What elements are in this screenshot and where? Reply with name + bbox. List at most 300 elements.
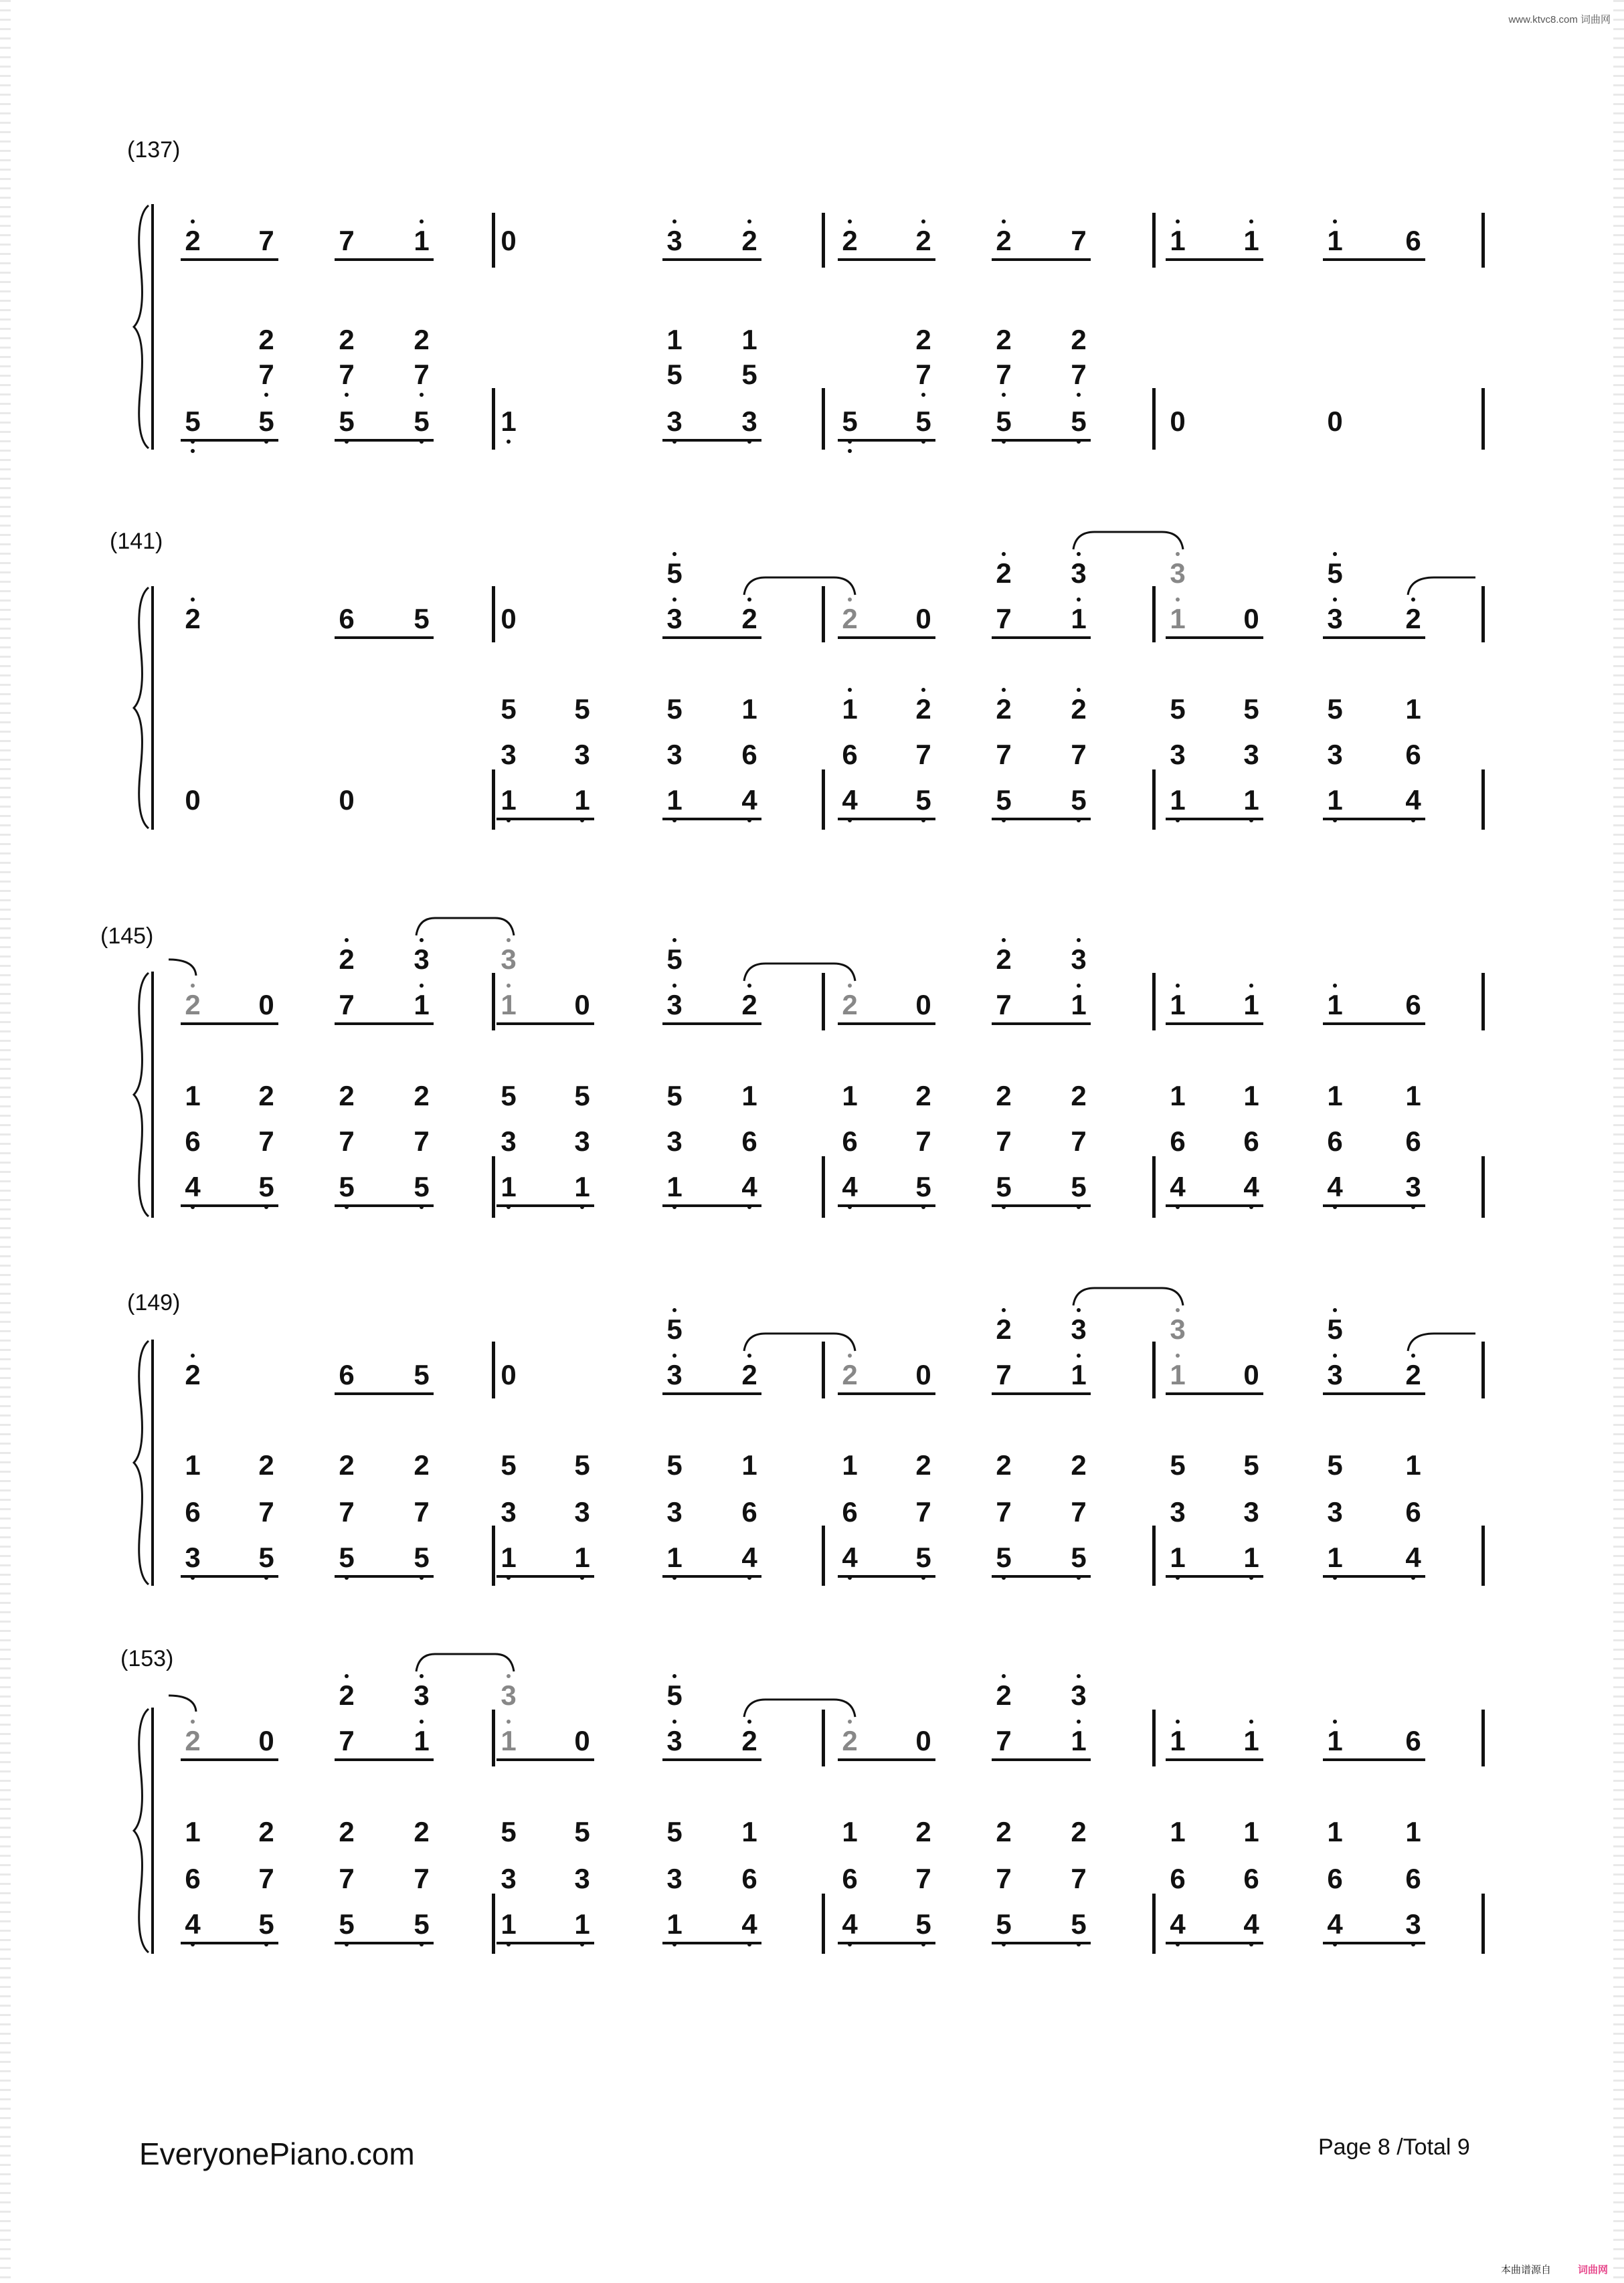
note: 1 [185, 1816, 201, 1847]
beam [1166, 1942, 1263, 1944]
note: 5 [246, 1909, 286, 1940]
note: 2 [258, 1449, 274, 1481]
dot-below [345, 393, 349, 397]
note: 2 [903, 225, 943, 256]
note: 7 [1059, 359, 1099, 390]
note: 5 [574, 1816, 590, 1847]
dot-below [1002, 393, 1006, 397]
dot-above [1333, 552, 1337, 556]
note: 3 [729, 406, 770, 437]
note: 5 [654, 1680, 695, 1711]
note: 5 [246, 1172, 286, 1202]
note: 7 [258, 1125, 274, 1157]
note: 2 [830, 1726, 870, 1756]
dot-above [1077, 1354, 1081, 1358]
note: 3 [654, 990, 695, 1020]
note: 1 [1158, 785, 1198, 816]
grand-staff-brace [131, 204, 158, 450]
dot-above [1333, 219, 1337, 223]
note: 1 [1327, 1080, 1343, 1111]
note: 3 [1158, 1314, 1198, 1345]
note: 6 [1405, 1725, 1421, 1756]
grand-staff-brace [131, 1340, 158, 1586]
note: 1 [401, 990, 442, 1020]
note: 2 [1071, 1816, 1087, 1847]
dot-above [672, 1308, 676, 1312]
beam [1166, 1758, 1263, 1761]
beam [181, 1575, 278, 1578]
dot-above [1077, 1674, 1081, 1678]
note: 1 [741, 693, 757, 725]
barline [1152, 1894, 1156, 1954]
note: 5 [246, 406, 286, 437]
note: 1 [1243, 1816, 1259, 1847]
note: 3 [654, 1726, 695, 1756]
note: 6 [1405, 1125, 1421, 1157]
note: 3 [173, 1542, 213, 1573]
note: 5 [984, 785, 1024, 816]
system-line [151, 586, 154, 830]
note: 3 [401, 1680, 442, 1711]
note: 7 [996, 1863, 1012, 1894]
dot-above [672, 1674, 676, 1678]
beam [1166, 1392, 1263, 1395]
beam [181, 1758, 278, 1761]
note: 1 [1405, 1816, 1421, 1847]
note: 0 [915, 1359, 931, 1390]
dot-above [672, 598, 676, 602]
note: 3 [1158, 558, 1198, 589]
note: 7 [327, 359, 367, 390]
note: 7 [339, 1725, 355, 1756]
note: 1 [488, 1542, 529, 1573]
dot-above [420, 938, 424, 942]
dot-above [1002, 688, 1006, 692]
note: 6 [1405, 225, 1421, 256]
note: 5 [666, 1080, 683, 1111]
note: 4 [729, 1909, 770, 1940]
note: 7 [915, 1863, 931, 1894]
note: 3 [654, 225, 695, 256]
note: 1 [1231, 990, 1271, 1020]
note: 7 [1071, 739, 1087, 770]
tie-arc [415, 917, 515, 937]
dot-below [420, 393, 424, 397]
beam [992, 1392, 1091, 1395]
beam [1323, 1392, 1425, 1395]
note: 6 [339, 603, 355, 634]
note: 3 [666, 1125, 683, 1157]
note: 5 [984, 406, 1024, 437]
beam [838, 1758, 935, 1761]
dot-above [1077, 688, 1081, 692]
barline [822, 769, 825, 830]
beam [838, 818, 935, 820]
note: 5 [574, 693, 590, 725]
note: 0 [915, 989, 931, 1020]
dot-above [1333, 598, 1337, 602]
note: 5 [414, 603, 430, 634]
note: 5 [984, 1909, 1024, 1940]
barline [1152, 1710, 1156, 1766]
note: 2 [414, 1080, 430, 1111]
note: 1 [488, 785, 529, 816]
note: 3 [488, 944, 529, 975]
note: 5 [903, 1542, 943, 1573]
note: 3 [1327, 1496, 1343, 1528]
note: 1 [741, 324, 757, 355]
beam [1166, 636, 1263, 639]
note: 2 [830, 225, 870, 256]
beam [335, 439, 434, 442]
beam [838, 1392, 935, 1395]
tie-arc [1407, 1332, 1475, 1352]
dot-above [672, 552, 676, 556]
beam [1323, 1022, 1425, 1025]
note: 3 [654, 604, 695, 634]
dot-above [420, 1720, 424, 1724]
note: 4 [1393, 1542, 1433, 1573]
note: 7 [246, 359, 286, 390]
note: 4 [1393, 785, 1433, 816]
note: 3 [1315, 604, 1355, 634]
note: 6 [1405, 739, 1421, 770]
note: 1 [842, 1449, 858, 1481]
beam [662, 636, 761, 639]
measure-number: (153) [120, 1646, 174, 1671]
note: 7 [1071, 1863, 1087, 1894]
note: 5 [1315, 1314, 1355, 1345]
dot-above [420, 219, 424, 223]
note: 1 [562, 1542, 602, 1573]
note: 1 [488, 1726, 529, 1756]
note: 6 [741, 1496, 757, 1528]
note: 2 [173, 604, 213, 634]
note: 5 [903, 785, 943, 816]
note: 2 [1393, 604, 1433, 634]
site-footer[interactable]: EveryonePiano.com [139, 2136, 415, 2171]
note: 2 [1071, 324, 1087, 355]
beam [335, 1758, 434, 1761]
note: 3 [1170, 739, 1186, 770]
note: 6 [185, 1125, 201, 1157]
note: 5 [1327, 693, 1343, 725]
note: 5 [1059, 1172, 1099, 1202]
note: 1 [1315, 1542, 1355, 1573]
note: 1 [401, 225, 442, 256]
beam [992, 439, 1091, 442]
note: 3 [1243, 1496, 1259, 1528]
note: 6 [842, 1863, 858, 1894]
note: 2 [339, 1080, 355, 1111]
barline [1152, 213, 1156, 268]
note: 5 [1059, 785, 1099, 816]
note: 1 [1231, 225, 1271, 256]
dot-below [264, 393, 268, 397]
note: 3 [574, 739, 590, 770]
note: 6 [741, 1863, 757, 1894]
dot-above [420, 984, 424, 988]
note: 7 [414, 1863, 430, 1894]
note: 4 [729, 1542, 770, 1573]
note: 5 [501, 693, 517, 725]
note: 0 [915, 603, 931, 634]
note: 0 [185, 784, 201, 816]
tie-arc [1407, 576, 1475, 596]
dot-above [747, 219, 751, 223]
dot-above [672, 1720, 676, 1724]
dot-above [848, 598, 852, 602]
note: 5 [327, 1172, 367, 1202]
note: 1 [1327, 1816, 1343, 1847]
note: 3 [574, 1125, 590, 1157]
left-margin-decoration [0, 0, 11, 2283]
beam [838, 1204, 935, 1207]
source-badge-text: 本曲谱源自 [1500, 2264, 1551, 2276]
note: 1 [1405, 1449, 1421, 1481]
note: 7 [915, 1125, 931, 1157]
dot-above [848, 1720, 852, 1724]
note: 7 [1071, 1125, 1087, 1157]
note: 3 [488, 1680, 529, 1711]
dot-above [191, 219, 195, 223]
note: 3 [501, 1125, 517, 1157]
dot-below [921, 393, 925, 397]
beam [1323, 636, 1425, 639]
note: 5 [414, 1359, 430, 1390]
note: 0 [1327, 405, 1343, 437]
note: 1 [1315, 990, 1355, 1020]
note: 1 [1170, 1816, 1186, 1847]
note: 4 [1315, 1909, 1355, 1940]
barline [822, 1156, 825, 1218]
note: 5 [903, 1909, 943, 1940]
note: 7 [996, 1125, 1012, 1157]
note: 1 [741, 1449, 757, 1481]
measure-number: (145) [100, 923, 154, 949]
barline [1152, 1156, 1156, 1218]
dot-above [420, 1674, 424, 1678]
note: 3 [654, 1360, 695, 1390]
dot-above [1249, 1720, 1253, 1724]
note: 5 [654, 558, 695, 589]
note: 6 [1405, 1863, 1421, 1894]
note: 1 [562, 785, 602, 816]
note: 6 [1405, 1496, 1421, 1528]
note: 7 [996, 1725, 1012, 1756]
beam [335, 258, 434, 261]
note: 1 [1158, 1360, 1198, 1390]
dot-above [1411, 598, 1415, 602]
beam [662, 1758, 761, 1761]
note: 1 [488, 406, 529, 437]
note: 5 [501, 1449, 517, 1481]
note: 1 [488, 1172, 529, 1202]
note: 0 [501, 1359, 517, 1390]
barline [1481, 388, 1485, 450]
note: 4 [173, 1172, 213, 1202]
system-line [151, 1708, 154, 1954]
dot-above [1249, 219, 1253, 223]
note: 2 [1059, 694, 1099, 725]
beam [1166, 1204, 1263, 1207]
barline [822, 388, 825, 450]
note: 1 [1158, 604, 1198, 634]
dot-above [921, 688, 925, 692]
beam [992, 1204, 1091, 1207]
note: 5 [654, 944, 695, 975]
note: 4 [729, 1172, 770, 1202]
dot-above [1176, 552, 1180, 556]
note: 0 [915, 1725, 931, 1756]
note: 0 [1170, 405, 1186, 437]
note: 0 [574, 989, 590, 1020]
dot-below [507, 440, 511, 444]
barline [1152, 388, 1156, 450]
note: 2 [327, 1680, 367, 1711]
note: 6 [185, 1863, 201, 1894]
note: 2 [729, 225, 770, 256]
tie-arc [743, 962, 856, 982]
note: 2 [1071, 1449, 1087, 1481]
note: 7 [1071, 1496, 1087, 1528]
beam [838, 258, 935, 261]
note: 5 [1243, 693, 1259, 725]
measure-number: (149) [127, 1290, 181, 1315]
note: 2 [830, 990, 870, 1020]
dot-above [672, 219, 676, 223]
dot-above [1077, 1308, 1081, 1312]
dot-above [747, 1720, 751, 1724]
dot-above [1249, 984, 1253, 988]
note: 5 [1170, 693, 1186, 725]
beam [992, 1758, 1091, 1761]
note: 7 [339, 1496, 355, 1528]
grand-staff-brace [131, 972, 158, 1218]
note: 5 [173, 406, 213, 437]
note: 5 [666, 693, 683, 725]
beam [497, 1758, 594, 1761]
tie-arc [743, 576, 856, 596]
system-line [151, 972, 154, 1218]
note: 2 [903, 694, 943, 725]
beam [838, 439, 935, 442]
beam [838, 1942, 935, 1944]
note: 2 [729, 604, 770, 634]
dot-above [1333, 1354, 1337, 1358]
beam [497, 1022, 594, 1025]
beam [335, 1942, 434, 1944]
barline [1152, 1342, 1156, 1398]
note: 1 [1231, 1726, 1271, 1756]
note: 2 [414, 1816, 430, 1847]
note: 1 [842, 1816, 858, 1847]
note: 1 [1059, 990, 1099, 1020]
dot-above [1002, 219, 1006, 223]
note: 3 [666, 739, 683, 770]
note: 7 [996, 603, 1012, 634]
dot-above [1176, 219, 1180, 223]
note: 1 [1158, 1542, 1198, 1573]
note: 1 [562, 1172, 602, 1202]
note: 5 [401, 1172, 442, 1202]
note: 5 [666, 359, 683, 390]
note: 5 [501, 1080, 517, 1111]
note: 1 [1170, 1080, 1186, 1111]
dot-below-2 [191, 449, 195, 453]
note: 2 [996, 1080, 1012, 1111]
note: 4 [1315, 1172, 1355, 1202]
note: 7 [996, 739, 1012, 770]
beam [1323, 1575, 1425, 1578]
barline [822, 1894, 825, 1954]
note: 5 [1327, 1449, 1343, 1481]
beam [992, 1022, 1091, 1025]
beam [662, 818, 761, 820]
dot-above [672, 1354, 676, 1358]
note: 1 [1158, 225, 1198, 256]
note: 6 [1405, 989, 1421, 1020]
note: 5 [327, 1542, 367, 1573]
note: 2 [996, 1816, 1012, 1847]
note: 5 [1243, 1449, 1259, 1481]
note: 1 [1059, 1726, 1099, 1756]
page-indicator: Page 8 /Total 9 [1318, 2134, 1470, 2160]
note: 3 [1327, 739, 1343, 770]
system-line [151, 204, 154, 450]
note: 2 [258, 1816, 274, 1847]
note: 2 [984, 1314, 1024, 1345]
beam [992, 258, 1091, 261]
note: 2 [915, 1080, 931, 1111]
beam [335, 636, 434, 639]
note: 2 [339, 1449, 355, 1481]
note: 6 [741, 739, 757, 770]
note: 2 [729, 1360, 770, 1390]
note: 0 [574, 1725, 590, 1756]
note: 1 [1315, 1726, 1355, 1756]
note: 7 [258, 225, 274, 256]
beam [181, 1204, 278, 1207]
note: 7 [258, 1863, 274, 1894]
note: 5 [830, 406, 870, 437]
dot-above [191, 598, 195, 602]
note: 1 [562, 1909, 602, 1940]
note: 2 [173, 225, 213, 256]
beam [1166, 818, 1263, 820]
dot-above [345, 938, 349, 942]
dot-above [848, 688, 852, 692]
note: 1 [842, 1080, 858, 1111]
note: 3 [1059, 1680, 1099, 1711]
note: 5 [903, 1172, 943, 1202]
note: 5 [984, 1172, 1024, 1202]
note: 3 [501, 1863, 517, 1894]
note: 5 [246, 1542, 286, 1573]
note: 1 [488, 990, 529, 1020]
dot-above [345, 1674, 349, 1678]
note: 3 [1059, 558, 1099, 589]
barline [1481, 1894, 1485, 1954]
note: 3 [574, 1863, 590, 1894]
note: 7 [915, 739, 931, 770]
note: 1 [1231, 785, 1271, 816]
note: 3 [1170, 1496, 1186, 1528]
dot-above [747, 598, 751, 602]
beam [1323, 258, 1425, 261]
note: 2 [1393, 1360, 1433, 1390]
note: 5 [574, 1449, 590, 1481]
